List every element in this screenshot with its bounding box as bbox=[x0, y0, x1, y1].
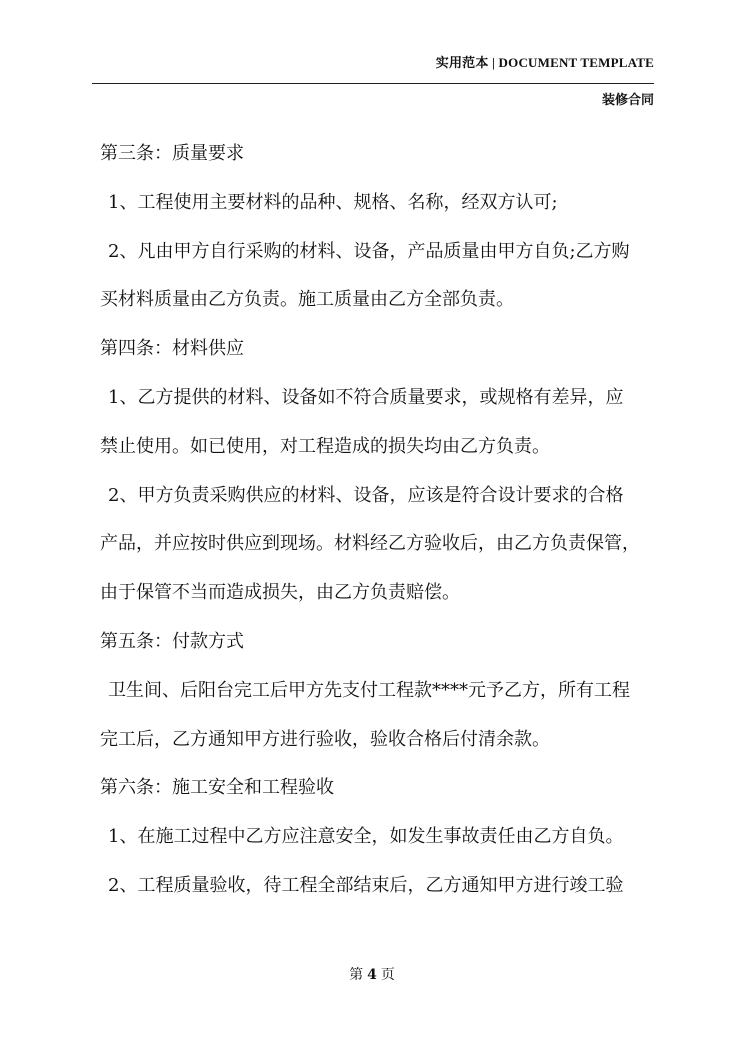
body-line: 买材料质量由乙方负责。施工质量由乙方全部负责。 bbox=[100, 289, 514, 311]
body-line: 1、乙方提供的材料、设备如不符合质量要求，或规格有差异，应 bbox=[108, 386, 624, 408]
body-line: 第四条：材料供应 bbox=[100, 338, 244, 360]
page-footer bbox=[0, 964, 744, 984]
body-line: 2、甲方负责采购供应的材料、设备，应该是符合设计要求的合格 bbox=[108, 484, 624, 506]
page-number: 4 bbox=[367, 967, 377, 983]
document-body bbox=[100, 130, 660, 911]
body-line: 完工后，乙方通知甲方进行验收，验收合格后付清余款。 bbox=[100, 728, 550, 750]
body-line: 卫生间、后阳台完工后甲方先支付工程款****元予乙方，所有工程 bbox=[108, 679, 630, 701]
body-line: 1、工程使用主要材料的品种、规格、名称，经双方认可; bbox=[108, 191, 558, 213]
document-header-title: 实用范本 | DOCUMENT TEMPLATE bbox=[435, 55, 654, 70]
body-line: 2、凡由甲方自行采购的材料、设备，产品质量由甲方自负;乙方购 bbox=[108, 240, 630, 262]
body-line: 由于保管不当而造成损失，由乙方负责赔偿。 bbox=[100, 582, 460, 604]
body-line: 第三条：质量要求 bbox=[100, 143, 244, 164]
header-divider bbox=[92, 83, 654, 84]
body-line: 1、在施工过程中乙方应注意安全，如发生事故责任由乙方自负。 bbox=[108, 826, 624, 848]
document-header-subtitle: 装修合同 bbox=[601, 93, 654, 108]
body-line: 第六条：施工安全和工程验收 bbox=[100, 777, 334, 799]
body-line: 2、工程质量验收，待工程全部结束后，乙方通知甲方进行竣工验 bbox=[108, 874, 624, 896]
body-line: 第五条：付款方式 bbox=[100, 630, 244, 652]
body-line: 禁止使用。如已使用，对工程造成的损失均由乙方负责。 bbox=[100, 435, 550, 457]
page-suffix: 页 bbox=[380, 967, 395, 983]
page-prefix: 第 bbox=[349, 967, 364, 983]
body-line: 产品，并应按时供应到现场。材料经乙方验收后，由乙方负责保管， bbox=[100, 533, 640, 555]
